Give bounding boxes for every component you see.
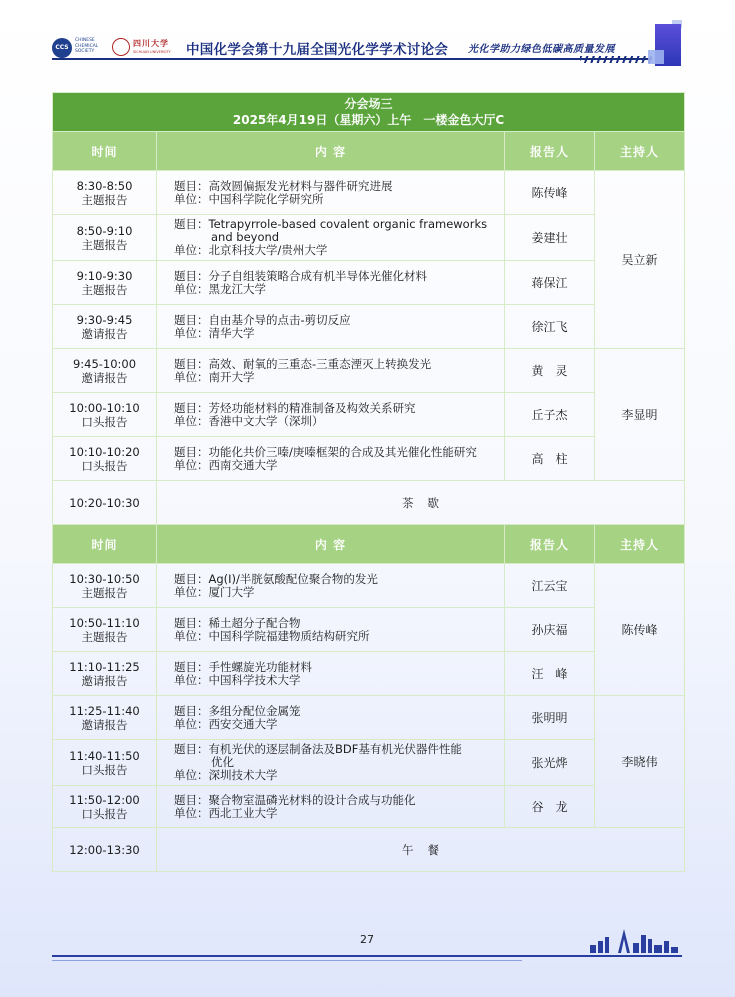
title-text: 自由基介导的点击-剪切反应 (208, 312, 351, 327)
title-prefix: 题目： (174, 217, 209, 231)
unit-text: 西南交通大学 (208, 457, 278, 472)
unit-prefix: 单位： (174, 243, 209, 257)
schedule-table (52, 92, 685, 872)
time-cell: 12:00-13:30 (53, 828, 157, 872)
title-text: 多组分配位金属笼 (208, 703, 301, 718)
table-row (53, 393, 685, 437)
city-skyline-icon (588, 925, 680, 955)
title-prefix: 题目： (174, 792, 209, 807)
talk-unit (174, 327, 504, 340)
content-cell (157, 215, 505, 261)
unit-prefix: 单位： (174, 369, 209, 384)
time-cell (53, 393, 157, 437)
title-text: 高效圆偏振发光材料与器件研究进展 (208, 178, 393, 193)
column-header-time: 时间 (53, 525, 157, 564)
table-row (53, 740, 685, 786)
report-type: 主题报告 (81, 282, 128, 297)
content-cell (157, 786, 505, 828)
header-divider (52, 58, 652, 60)
title-text: 稀土超分子配合物 (208, 615, 301, 630)
speaker-cell: 黄 灵 (505, 349, 595, 393)
unit-prefix: 单位： (174, 628, 209, 643)
title-text: 手性螺旋光功能材料 (208, 659, 312, 674)
table-row (53, 305, 685, 349)
title-prefix: 题目： (174, 703, 209, 718)
time-cell (53, 740, 157, 786)
report-type: 邀请报告 (81, 370, 128, 385)
time-range: 10:50-11:10 (69, 615, 140, 630)
title-prefix: 题目： (174, 268, 209, 283)
unit-prefix: 单位： (174, 281, 209, 296)
column-header-content: 内 容 (157, 525, 505, 564)
time-range: 11:10-11:25 (69, 659, 140, 674)
time-range: 10:10-10:20 (69, 444, 140, 459)
time-range: 10:30-10:50 (69, 571, 140, 586)
ccs-logo-icon: CCS (52, 38, 72, 58)
speaker-cell: 姜建壮 (505, 215, 595, 261)
time-range: 11:40-11:50 (69, 748, 140, 763)
footer-divider (52, 955, 682, 957)
table-row (53, 608, 685, 652)
report-type: 邀请报告 (81, 673, 128, 688)
content-cell (157, 261, 505, 305)
report-type: 主题报告 (81, 629, 128, 644)
title-prefix: 题目： (174, 659, 209, 674)
session-title (53, 93, 685, 132)
unit-prefix: 单位： (174, 805, 209, 820)
column-header-speaker: 报告人 (505, 132, 595, 171)
content-cell (157, 740, 505, 786)
tea-break-row (53, 481, 685, 525)
unit-text: 西安交通大学 (208, 716, 278, 731)
table-row (53, 564, 685, 608)
column-header-speaker: 报告人 (505, 525, 595, 564)
title-prefix: 题目： (174, 178, 209, 193)
title-text: 分子自组装策略合成有机半导体光催化材料 (208, 268, 427, 283)
table-row (53, 437, 685, 481)
footer-divider-thin (52, 960, 522, 961)
speaker-cell: 谷 龙 (505, 786, 595, 828)
host-cell: 李显明 (595, 349, 685, 481)
title-prefix: 题目： (174, 571, 209, 586)
talk-unit (174, 586, 504, 599)
unit-prefix: 单位： (174, 672, 209, 687)
tea-break-label: 茶歇 (157, 481, 685, 525)
unit-text: 黑龙江大学 (208, 281, 266, 296)
speaker-cell: 陈传峰 (505, 171, 595, 215)
time-cell (53, 437, 157, 481)
lunch-break-label: 午餐 (157, 828, 685, 872)
unit-text: 南开大学 (208, 369, 255, 384)
session-datetime: 2025年4月19日（星期六）上午 一楼金色大厅C (232, 113, 505, 127)
content-cell (157, 696, 505, 740)
table-row (53, 349, 685, 393)
decor-square-light (648, 50, 664, 64)
time-cell (53, 171, 157, 215)
header-stripes (580, 56, 652, 63)
unit-prefix: 单位： (174, 584, 209, 599)
report-type: 邀请报告 (81, 717, 128, 732)
title-text: 有机光伏的逐层制备法及BDF基有机光伏器件性能 (208, 742, 462, 756)
time-cell (53, 305, 157, 349)
title-prefix: 题目： (174, 444, 209, 459)
report-type: 邀请报告 (81, 326, 128, 341)
time-cell (53, 696, 157, 740)
speaker-cell: 徐江飞 (505, 305, 595, 349)
table-row (53, 696, 685, 740)
time-range: 9:45-10:00 (72, 356, 137, 371)
host-cell: 李晓伟 (595, 696, 685, 828)
report-type: 口头报告 (81, 458, 128, 473)
lunch-break-row (53, 828, 685, 872)
talk-unit (174, 283, 504, 296)
unit-prefix: 单位： (174, 325, 209, 340)
speaker-cell: 汪 峰 (505, 652, 595, 696)
content-cell (157, 652, 505, 696)
ccs-logo-text: CHINESE CHEMICAL SOCIETY (75, 38, 99, 54)
title-prefix: 题目： (174, 312, 209, 327)
column-header-host: 主持人 (595, 525, 685, 564)
scu-logo-text: 四川大学 (133, 39, 169, 48)
time-cell (53, 652, 157, 696)
content-cell (157, 305, 505, 349)
time-range: 11:25-11:40 (69, 703, 140, 718)
title-text: 聚合物室温磷光材料的设计合成与功能化 (208, 792, 416, 807)
time-cell: 10:20-10:30 (53, 481, 157, 525)
report-type: 主题报告 (81, 585, 128, 600)
talk-unit (174, 674, 504, 687)
time-range: 11:50-12:00 (69, 792, 140, 807)
talk-unit (174, 371, 504, 384)
host-cell: 吴立新 (595, 171, 685, 349)
unit-text: 深圳技术大学 (208, 768, 278, 782)
talk-unit (174, 415, 504, 428)
host-cell: 陈传峰 (595, 564, 685, 696)
report-type: 主题报告 (81, 192, 128, 207)
speaker-cell: 高 柱 (505, 437, 595, 481)
table-row (53, 171, 685, 215)
conference-title: 中国化学会第十九届全国光化学学术讨论会 (186, 42, 449, 58)
time-cell (53, 608, 157, 652)
speaker-cell: 孙庆福 (505, 608, 595, 652)
speaker-cell: 张明明 (505, 696, 595, 740)
time-range: 9:30-9:45 (76, 312, 133, 327)
scu-seal-icon (112, 38, 130, 56)
title-text: 芳烃功能材料的精准制备及构效关系研究 (208, 400, 416, 415)
unit-text: 香港中文大学（深圳） (208, 413, 324, 428)
column-header-row (53, 525, 685, 564)
content-cell (157, 393, 505, 437)
talk-unit (174, 718, 504, 731)
content-cell (157, 349, 505, 393)
talk-title-continued: 优化 (211, 755, 234, 769)
talk-unit (174, 193, 504, 206)
unit-prefix: 单位： (174, 413, 209, 428)
speaker-cell: 蒋保江 (505, 261, 595, 305)
speaker-cell: 江云宝 (505, 564, 595, 608)
title-prefix: 题目： (174, 400, 209, 415)
time-cell (53, 215, 157, 261)
table-row (53, 652, 685, 696)
column-header-content: 内 容 (157, 132, 505, 171)
unit-prefix: 单位： (174, 716, 209, 731)
time-range: 8:50-9:10 (76, 223, 133, 238)
session-name: 分会场三 (344, 97, 393, 111)
report-type: 口头报告 (81, 806, 128, 821)
unit-text: 中国科学技术大学 (208, 672, 301, 687)
column-header-row (53, 132, 685, 171)
session-title-row (53, 93, 685, 132)
speaker-cell: 张光烨 (505, 740, 595, 786)
content-cell (157, 608, 505, 652)
title-prefix: 题目： (174, 742, 209, 756)
column-header-time: 时间 (53, 132, 157, 171)
title-prefix: 题目： (174, 615, 209, 630)
content-cell (157, 171, 505, 215)
talk-unit (174, 244, 504, 257)
page-header (0, 0, 735, 70)
time-cell (53, 564, 157, 608)
time-range: 8:30-8:50 (76, 178, 133, 193)
unit-text: 中国科学院化学研究所 (208, 191, 324, 206)
unit-text: 北京科技大学/贵州大学 (208, 243, 328, 257)
column-header-host: 主持人 (595, 132, 685, 171)
title-text: 功能化共价三嗪/庚嗪框架的合成及其光催化性能研究 (208, 444, 477, 459)
report-type: 口头报告 (81, 414, 128, 429)
talk-title-continued: and beyond (211, 230, 280, 244)
unit-prefix: 单位： (174, 457, 209, 472)
time-range: 9:10-9:30 (76, 268, 133, 283)
table-row (53, 786, 685, 828)
talk-unit (174, 807, 504, 820)
content-cell (157, 564, 505, 608)
talk-unit (174, 769, 504, 782)
content-cell (157, 437, 505, 481)
time-cell (53, 786, 157, 828)
title-prefix: 题目： (174, 356, 209, 371)
unit-text: 厦门大学 (208, 584, 255, 599)
unit-text: 清华大学 (208, 325, 255, 340)
report-type: 口头报告 (81, 762, 128, 777)
unit-text: 西北工业大学 (208, 805, 278, 820)
unit-prefix: 单位： (174, 768, 209, 782)
time-cell (53, 261, 157, 305)
report-type: 主题报告 (81, 237, 128, 252)
time-range: 10:00-10:10 (69, 400, 140, 415)
title-text: Ag(I)/半胱氨酸配位聚合物的发光 (208, 571, 378, 586)
scu-logo-subtext: SICHUAN UNIVERSITY (133, 50, 171, 54)
talk-unit (174, 459, 504, 472)
time-cell (53, 349, 157, 393)
table-row (53, 215, 685, 261)
page-number: 27 (360, 933, 374, 946)
speaker-cell: 丘子杰 (505, 393, 595, 437)
conference-slogan: 光化学助力绿色低碳高质量发展 (468, 44, 615, 55)
unit-text: 中国科学院福建物质结构研究所 (208, 628, 370, 643)
unit-prefix: 单位： (174, 191, 209, 206)
talk-unit (174, 630, 504, 643)
table-row (53, 261, 685, 305)
title-text: Tetrapyrrole-based covalent organic frameworks (208, 217, 488, 231)
title-text: 高效、耐氧的三重态-三重态湮灭上转换发光 (208, 356, 432, 371)
